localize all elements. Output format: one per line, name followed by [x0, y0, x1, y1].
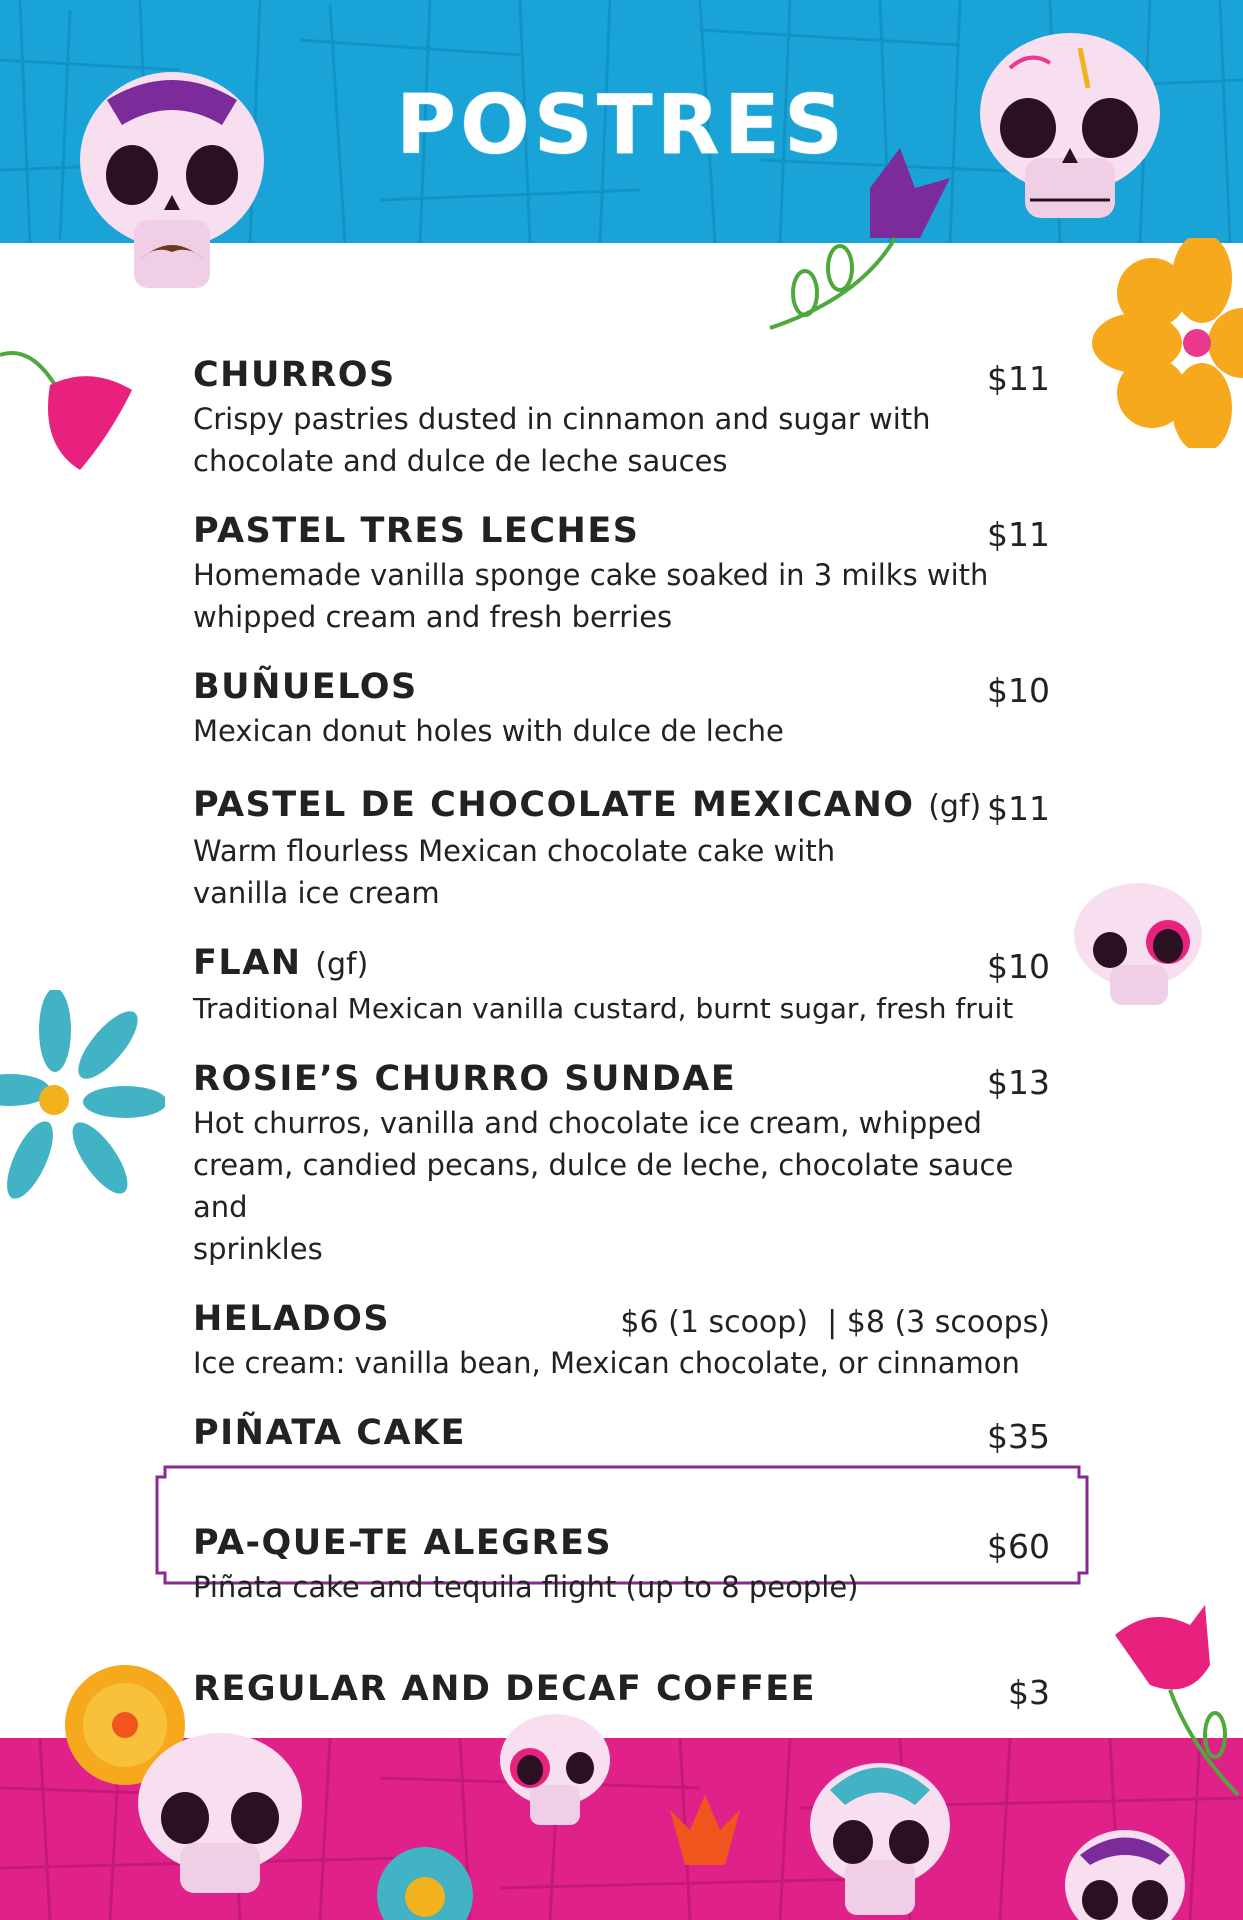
item-description: Homemade vanilla sponge cake soaked in 3 milks with whipped cream and fresh berries — [193, 558, 989, 634]
item-price: $11 — [987, 359, 1050, 398]
sugar-skull-icon — [1068, 880, 1203, 1010]
menu-item — [193, 1410, 1050, 1456]
item-price: $6 (1 scoop) | $8 (3 scoops) — [620, 1305, 1050, 1340]
item-name: PIÑATA CAKE — [193, 1413, 467, 1453]
item-price: $60 — [987, 1527, 1050, 1566]
item-name: HELADOS — [193, 1299, 391, 1339]
item-description: Traditional Mexican vanilla custard, burnt sugar, fresh fruit — [193, 992, 1014, 1025]
item-name: ROSIE’S CHURRO SUNDAE — [193, 1059, 737, 1099]
sugar-skull-icon — [72, 70, 272, 300]
item-description: Crispy pastries dusted in cinnamon and sugar with chocolate and dulce de leche sauces — [193, 402, 931, 478]
item-price: $10 — [987, 947, 1050, 986]
menu-item — [193, 1056, 1050, 1270]
menu-item — [193, 940, 1050, 1030]
item-name — [193, 940, 1050, 988]
flower-icon — [375, 1845, 475, 1920]
menu-item — [193, 782, 1050, 914]
item-price: $35 — [987, 1417, 1050, 1456]
flower-icon — [750, 148, 960, 348]
gluten-free-tag: (gf) — [928, 789, 982, 824]
item-name: PASTEL TRES LECHES — [193, 511, 640, 551]
item-name: BUÑUELOS — [193, 667, 418, 707]
menu-item — [193, 508, 1050, 638]
item-description: Ice cream: vanilla bean, Mexican chocolate, or cinnamon — [193, 1346, 1020, 1380]
sugar-skull-icon — [805, 1750, 955, 1920]
flower-icon — [0, 335, 140, 475]
menu-title: POSTRES — [395, 78, 847, 173]
menu-item — [193, 664, 1050, 752]
item-name — [193, 782, 1050, 830]
menu-item — [193, 352, 1050, 482]
item-name-text: PASTEL DE CHOCOLATE MEXICANO — [193, 785, 915, 825]
sugar-skull-icon — [970, 28, 1170, 228]
item-name: CHURROS — [193, 355, 396, 395]
sugar-skull-icon — [1060, 1825, 1190, 1920]
item-name-text: FLAN — [193, 943, 302, 983]
flower-icon — [1110, 1605, 1243, 1800]
item-price: $3 — [1008, 1673, 1050, 1712]
item-price: $10 — [987, 671, 1050, 710]
flower-icon — [665, 1790, 745, 1920]
item-description: Mexican donut holes with dulce de leche — [193, 714, 784, 748]
item-price: $11 — [987, 515, 1050, 554]
menu-item-featured — [193, 1520, 1050, 1608]
item-price: $11 — [987, 789, 1050, 828]
gluten-free-tag: (gf) — [315, 947, 369, 982]
item-description: Warm flourless Mexican chocolate cake with vanilla ice cream — [193, 834, 836, 910]
flower-icon — [1092, 238, 1243, 448]
flower-icon — [0, 990, 165, 1205]
item-description: Hot churros, vanilla and chocolate ice cream, whipped cream, candied pecans, dulce de leche, chocolate sauce and sprinkles — [193, 1106, 1014, 1266]
menu-list — [193, 352, 1050, 1738]
item-price: $13 — [987, 1063, 1050, 1102]
menu-item — [193, 1296, 1050, 1384]
item-description: Piñata cake and tequila flight (up to 8 people) — [193, 1570, 859, 1604]
item-name: PA-QUE-TE ALEGRES — [193, 1523, 613, 1563]
item-name: REGULAR AND DECAF COFFEE — [193, 1669, 817, 1709]
menu-item — [193, 1666, 1050, 1712]
sugar-skull-icon — [130, 1728, 310, 1898]
